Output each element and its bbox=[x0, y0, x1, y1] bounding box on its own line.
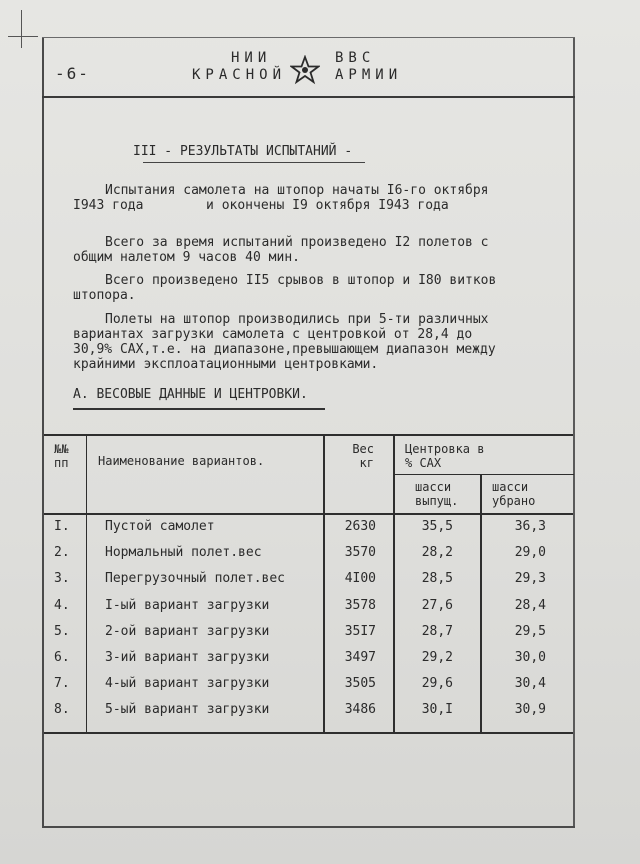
page-frame-left bbox=[42, 37, 44, 827]
header-weight: Вес кг bbox=[352, 442, 374, 470]
table-cell-num: 8. bbox=[54, 702, 70, 717]
table-cell-gear-up: 29,3 bbox=[514, 571, 546, 586]
table-subheader-rule bbox=[394, 474, 574, 475]
paragraph-line: общим налетом 9 часов 40 мин. bbox=[73, 250, 300, 265]
page-frame-right bbox=[573, 37, 575, 827]
table-cell-gear-up: 28,4 bbox=[514, 598, 546, 613]
table-cell-gear-down: 28,2 bbox=[421, 545, 453, 560]
table-cell-weight: 4I00 bbox=[344, 571, 376, 586]
table-cell-gear-down: 30,I bbox=[421, 702, 453, 717]
table-cell-weight: 3570 bbox=[344, 545, 376, 560]
table-cell-gear-up: 30,9 bbox=[514, 702, 546, 717]
paragraph-line: I943 года и окончены I9 октября I943 года bbox=[73, 198, 449, 213]
table-cell-gear-up: 30,4 bbox=[514, 676, 546, 691]
table-col-divider bbox=[86, 436, 87, 732]
org-right-line1: ВВС bbox=[335, 50, 376, 66]
table-cell-name: Перегрузочный полет.вес bbox=[105, 571, 286, 586]
table-cell-name: 3-ий вариант загрузки bbox=[105, 650, 270, 665]
header-gear-up: шасси убрано bbox=[492, 480, 536, 508]
header-gear-down: шасси выпущ. bbox=[415, 480, 459, 508]
table-col-divider bbox=[323, 436, 325, 732]
page-frame-top bbox=[42, 37, 575, 38]
header-cg: Центровка в % САХ bbox=[405, 442, 485, 470]
org-left-line1: НИИ bbox=[231, 50, 272, 66]
table-cell-num: 3. bbox=[54, 571, 70, 586]
section-title-underline bbox=[143, 162, 365, 163]
table-cell-num: I. bbox=[54, 519, 70, 534]
header-num: №№ пп bbox=[54, 442, 69, 470]
table-col-divider bbox=[480, 475, 482, 732]
table-header-rule bbox=[44, 513, 573, 515]
table-cell-name: 2-ой вариант загрузки bbox=[105, 624, 270, 639]
table-cell-num: 4. bbox=[54, 598, 70, 613]
paragraph-line: Испытания самолета на штопор начаты I6-го октября bbox=[105, 183, 489, 198]
paragraph-line: вариантах загрузки самолета с центровкой от 28,4 до bbox=[73, 327, 473, 342]
table-cell-name: Пустой самолет bbox=[105, 519, 215, 534]
table-cell-gear-up: 29,0 bbox=[514, 545, 546, 560]
table-cell-weight: 3486 bbox=[344, 702, 376, 717]
table-cell-name: Нормальный полет.вес bbox=[105, 545, 262, 560]
header-rule bbox=[42, 96, 575, 98]
org-right-line2: АРМИИ bbox=[335, 67, 403, 83]
table-cell-weight: 3497 bbox=[344, 650, 376, 665]
table-cell-gear-down: 28,7 bbox=[421, 624, 453, 639]
table-cell-weight: 3505 bbox=[344, 676, 376, 691]
red-star-emblem-icon bbox=[290, 55, 320, 85]
table-top-rule bbox=[44, 434, 573, 436]
table-cell-weight: 3578 bbox=[344, 598, 376, 613]
subsection-underline bbox=[73, 408, 325, 410]
table-cell-gear-up: 29,5 bbox=[514, 624, 546, 639]
table-cell-gear-down: 27,6 bbox=[421, 598, 453, 613]
paragraph-line: крайними эксплоатационными центровками. bbox=[73, 357, 379, 372]
corner-mark bbox=[21, 10, 22, 48]
subsection-title: А. ВЕСОВЫЕ ДАННЫЕ И ЦЕНТРОВКИ. bbox=[73, 387, 308, 402]
table-cell-gear-up: 36,3 bbox=[514, 519, 546, 534]
section-title: III - РЕЗУЛЬТАТЫ ИСПЫТАНИЙ - bbox=[133, 144, 353, 159]
table-cell-gear-down: 29,6 bbox=[421, 676, 453, 691]
paragraph-line: Всего за время испытаний произведено I2 полетов с bbox=[105, 235, 489, 250]
table-cell-num: 7. bbox=[54, 676, 70, 691]
paragraph-line: Всего произведено II5 срывов в штопор и I80 витков bbox=[105, 273, 497, 288]
table-cell-weight: 35I7 bbox=[344, 624, 376, 639]
table-bottom-rule bbox=[44, 732, 573, 734]
table-cell-gear-down: 29,2 bbox=[421, 650, 453, 665]
corner-mark-h bbox=[8, 36, 38, 37]
org-left-line2: КРАСНОЙ bbox=[192, 67, 287, 83]
table-cell-weight: 2630 bbox=[344, 519, 376, 534]
page-frame-bottom bbox=[42, 826, 575, 828]
table-cell-gear-down: 35,5 bbox=[421, 519, 453, 534]
table-cell-num: 5. bbox=[54, 624, 70, 639]
table-cell-num: 2. bbox=[54, 545, 70, 560]
table-cell-name: 4-ый вариант загрузки bbox=[105, 676, 270, 691]
table-cell-gear-down: 28,5 bbox=[421, 571, 453, 586]
page-number: -6- bbox=[55, 64, 90, 83]
header-name: Наименование вариантов. bbox=[98, 454, 265, 468]
paragraph-line: 30,9% САХ,т.е. на диапазоне,превышающем диапазон между bbox=[73, 342, 496, 357]
table-cell-num: 6. bbox=[54, 650, 70, 665]
paragraph-line: штопора. bbox=[73, 288, 136, 303]
paragraph-line: Полеты на штопор производились при 5-ти различных bbox=[105, 312, 489, 327]
table-cell-name: I-ый вариант загрузки bbox=[105, 598, 270, 613]
table-col-divider bbox=[393, 436, 395, 732]
table-cell-gear-up: 30,0 bbox=[514, 650, 546, 665]
table-cell-name: 5-ый вариант загрузки bbox=[105, 702, 270, 717]
